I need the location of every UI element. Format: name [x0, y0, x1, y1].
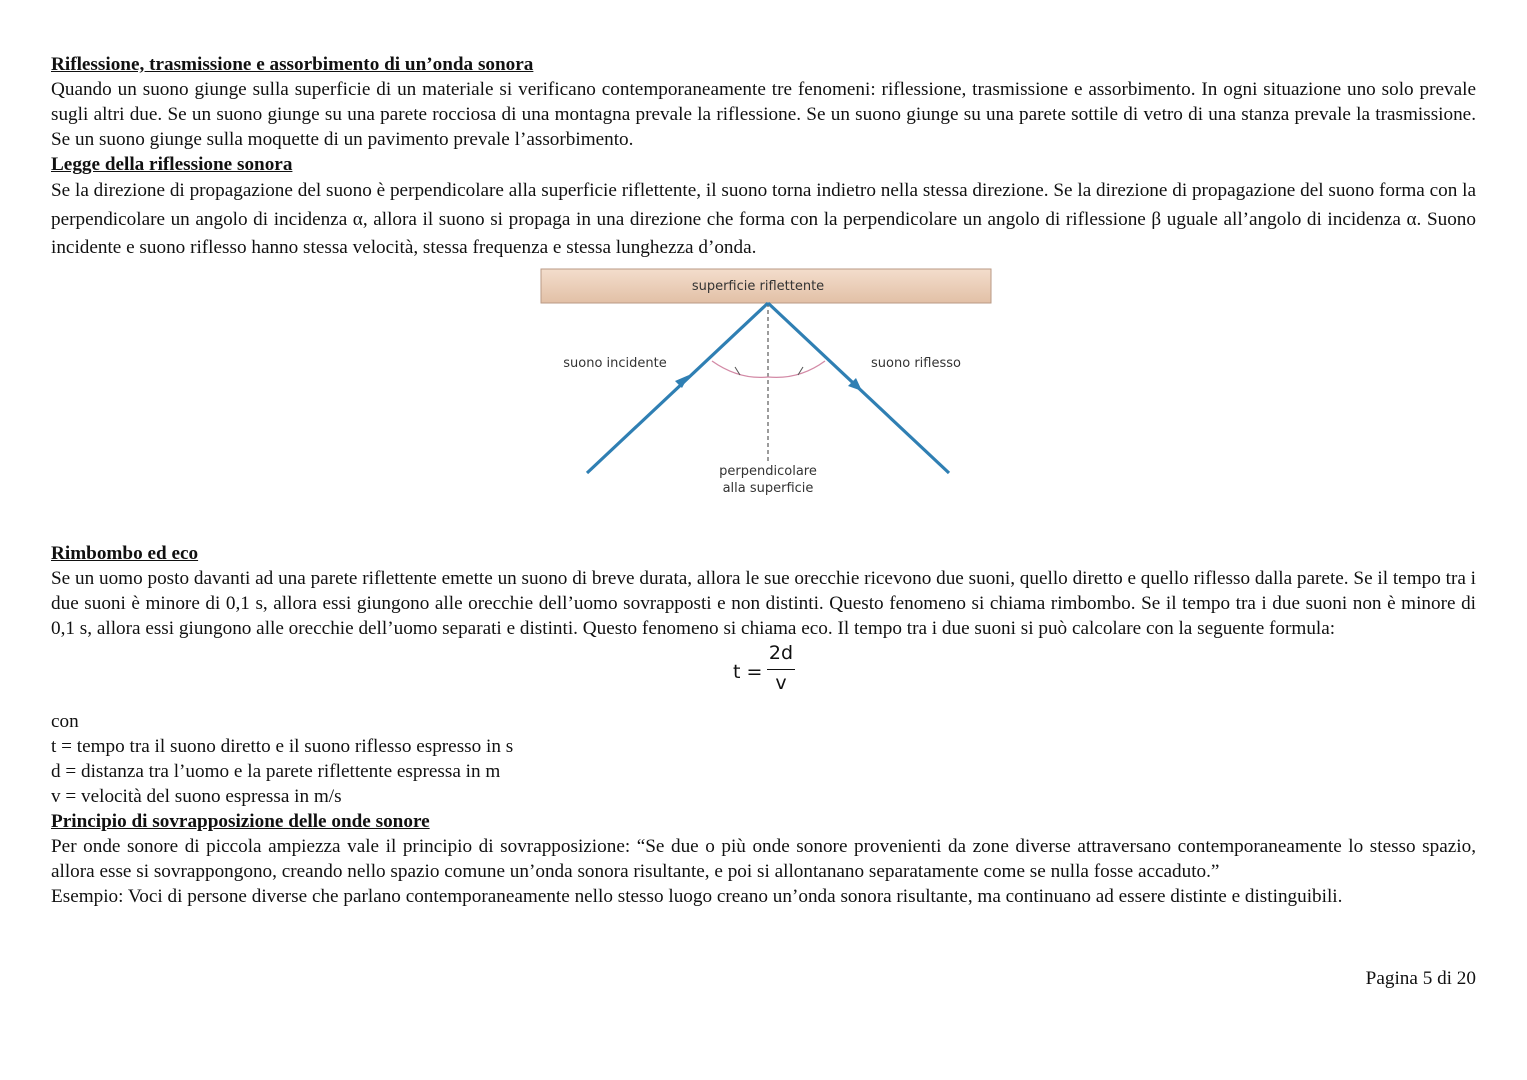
section-reverberation-echo: [51, 541, 1476, 809]
section-title: Riflessione, trasmissione e assorbimento di un’onda sonora: [51, 54, 534, 75]
section-paragraph: Se la direzione di propagazione del suono è perpendicolare alla superficie riflettente, il suono torna indietro nella stessa direzione. Se la direzione di propagazione del suono forma con la perpendicolare un angolo di incidenza α, allora il suono si propaga in una direzione che forma con la perpendicolare un angolo di riflessione β uguale all’angolo di incidenza α. Suono incidente e suono riflesso hanno stessa velocità, stessa frequenza e stessa lunghezza d’onda.: [51, 180, 1476, 258]
formula-numerator: 2d: [768, 641, 794, 664]
fraction-bar: [767, 669, 795, 670]
reflection-angle-arc: [768, 361, 825, 377]
example-paragraph: Esempio: Voci di persone diverse che parlano contemporaneamente nello stesso luogo creano un’onda sonora risultante, ma continuano ad essere distinte e distinguibili.: [51, 885, 1343, 907]
formula-fraction: [767, 641, 795, 694]
formula-definitions: [51, 709, 1476, 809]
section-title: Principio di sovrapposizione delle onde sonore: [51, 810, 430, 832]
surface-label: superficie riflettente: [691, 278, 825, 294]
incident-ray-arrowhead: [675, 375, 689, 388]
incident-ray: [587, 303, 768, 473]
section-title: Legge della riflessione sonora: [51, 154, 293, 175]
section-superposition: [51, 809, 1476, 909]
echo-formula-block: [51, 641, 1476, 709]
definition-d: d = distanza tra l’uomo e la parete riflettente espressa in m: [51, 760, 501, 782]
formula-lhs: t =: [733, 660, 763, 683]
section-title: Rimbombo ed eco: [51, 542, 199, 564]
normal-label-line1: perpendicolare: [719, 463, 817, 479]
section-reflection-law: [51, 152, 1476, 263]
reflected-label: suono riflesso: [871, 355, 961, 371]
reflection-diagram-svg: [539, 263, 995, 541]
formula-denominator: v: [775, 671, 787, 694]
section-reflection-transmission: [51, 52, 1476, 152]
document-page: [51, 52, 1476, 909]
definitions-intro: con: [51, 710, 79, 732]
section-paragraph: Quando un suono giunge sulla superficie di un materiale si verificano contemporaneamente tre fenomeni: riflessione, trasmissione e assorbimento. In ogni situazione uno solo prevale sugli altri due. Se un suono giunge su una parete rocciosa di una montagna prevale la riflessione. Se un suono giunge su una parete sottile di vetro di una stanza prevale la trasmissione. Se un suono giunge sulla moquette di un pavimento prevale l’assorbimento.: [51, 79, 1476, 150]
section-paragraph: Per onde sonore di piccola ampiezza vale il principio di sovrapposizione: “Se due o più onde sonore provenienti da zone diverse attraversano contemporaneamente lo stesso spazio, allora esse si sovrappongono, creando nello spazio comune un’onda sonora risultante, e poi si allontanano separatamente come se nulla fosse accaduto.”: [51, 835, 1476, 882]
incident-label: suono incidente: [563, 355, 667, 371]
reflection-diagram: [51, 263, 1476, 541]
definition-t: t = tempo tra il suono diretto e il suono riflesso espresso in s: [51, 735, 514, 757]
page-number: Pagina 5 di 20: [1365, 968, 1476, 989]
definition-v: v = velocità del suono espressa in m/s: [51, 785, 342, 807]
section-paragraph: Se un uomo posto davanti ad una parete riflettente emette un suono di breve durata, allora le sue orecchie ricevono due suoni, quello diretto e quello riflesso dalla parete. Se il tempo tra i due suoni è minore di 0,1 s, allora essi giungono alle orecchie dell’uomo sovrapposti e non distinti. Questo fenomeno si chiama rimbombo. Se il tempo tra i due suoni non è minore di 0,1 s, allora essi giungono alle orecchie dell’uomo separati e distinti. Questo fenomeno si chiama eco. Il tempo tra i due suoni si può calcolare con la seguente formula:: [51, 567, 1476, 639]
normal-label-line2: alla superficie: [722, 480, 814, 496]
